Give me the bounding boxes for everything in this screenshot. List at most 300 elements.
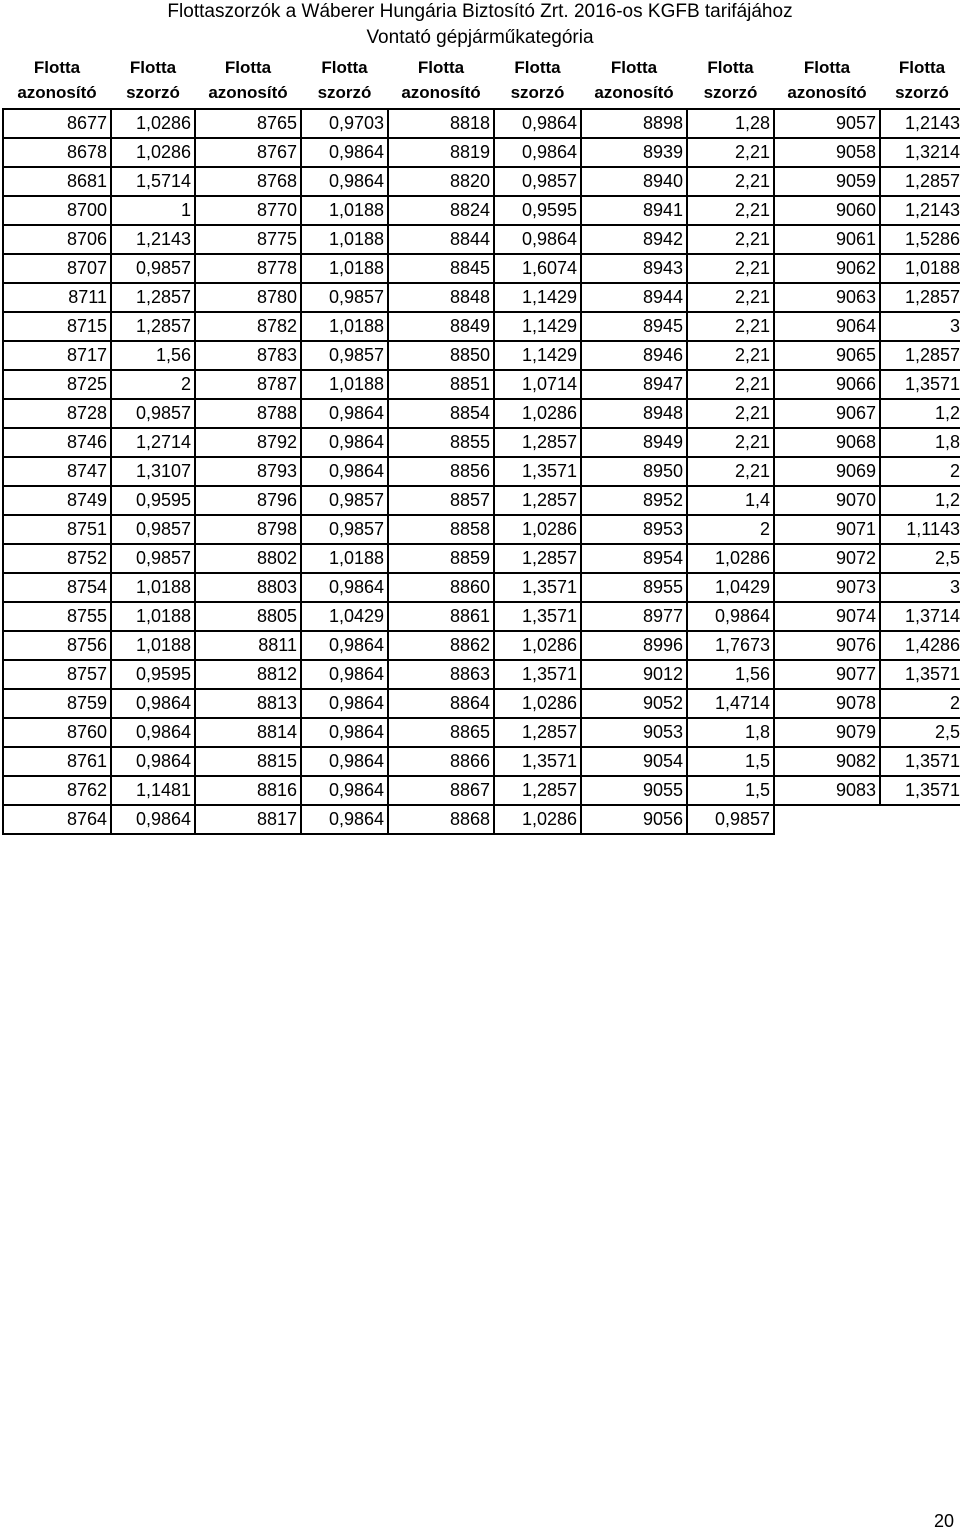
fleet-id-cell: 8863: [388, 660, 494, 689]
multiplier-cell: 2,21: [687, 138, 774, 167]
column-header-line: azonosító: [787, 83, 867, 102]
column-header-multiplier: [880, 52, 960, 109]
fleet-id-cell: 8845: [388, 254, 494, 283]
fleet-id-cell: 8805: [195, 602, 301, 631]
multiplier-cell: 1,0429: [687, 573, 774, 602]
table-row: [3, 718, 960, 747]
table-row: [3, 167, 960, 196]
multiplier-cell: 0,9864: [301, 776, 388, 805]
table-row: [3, 515, 960, 544]
fleet-id-cell: 8678: [3, 138, 111, 167]
multiplier-cell: 1,2857: [494, 486, 581, 515]
column-header-line: azonosító: [594, 83, 674, 102]
multiplier-cell: 0,9857: [301, 486, 388, 515]
fleet-id-cell: 8945: [581, 312, 687, 341]
multiplier-cell: 1,0188: [111, 573, 195, 602]
fleet-id-cell: 8677: [3, 109, 111, 138]
fleet-multiplier-table: [2, 52, 960, 835]
multiplier-cell: 1,3571: [494, 747, 581, 776]
column-header-line: Flotta: [898, 58, 946, 77]
fleet-id-cell: 8812: [195, 660, 301, 689]
fleet-id-cell: 8849: [388, 312, 494, 341]
multiplier-cell: 1,3571: [880, 747, 960, 776]
fleet-id-cell: 8725: [3, 370, 111, 399]
fleet-id-cell: 8862: [388, 631, 494, 660]
multiplier-cell: 1,3571: [494, 573, 581, 602]
fleet-id-cell: 8767: [195, 138, 301, 167]
column-header-id: [3, 52, 111, 109]
multiplier-cell: 1,2857: [111, 312, 195, 341]
fleet-id-cell: 8851: [388, 370, 494, 399]
fleet-id-cell: 8898: [581, 109, 687, 138]
fleet-id-cell: 8815: [195, 747, 301, 776]
table-row: [3, 341, 960, 370]
multiplier-cell: 0,9864: [301, 660, 388, 689]
multiplier-cell: 0,9595: [111, 486, 195, 515]
multiplier-cell: 1,1429: [494, 283, 581, 312]
fleet-id-cell: 8813: [195, 689, 301, 718]
fleet-id-cell: 8711: [3, 283, 111, 312]
page-title: Flottaszorzók a Wáberer Hungária Biztosító Zrt. 2016-os KGFB tarifájához: [167, 1, 793, 22]
multiplier-cell: 1,4714: [687, 689, 774, 718]
column-header-line: azonosító: [17, 83, 97, 102]
fleet-id-cell: 8747: [3, 457, 111, 486]
multiplier-cell: 1,2857: [880, 283, 960, 312]
table-row: [3, 225, 960, 254]
table-row: [3, 602, 960, 631]
fleet-id-cell: 8867: [388, 776, 494, 805]
column-header-line: Flotta: [129, 58, 177, 77]
multiplier-cell: 1,2857: [111, 283, 195, 312]
table-row: [3, 544, 960, 573]
multiplier-cell: 1,1429: [494, 312, 581, 341]
fleet-id-cell: 8865: [388, 718, 494, 747]
fleet-id-cell: 8944: [581, 283, 687, 312]
fleet-id-cell: 9064: [774, 312, 880, 341]
fleet-id-cell: 8770: [195, 196, 301, 225]
multiplier-cell: 0,9864: [301, 631, 388, 660]
multiplier-cell: 1,4286: [880, 631, 960, 660]
column-header-line: Flotta: [803, 58, 851, 77]
multiplier-cell: 1,0286: [494, 689, 581, 718]
multiplier-cell: 0,9864: [301, 718, 388, 747]
multiplier-cell: 1,3571: [880, 776, 960, 805]
table-row: [3, 631, 960, 660]
table-row: [3, 747, 960, 776]
fleet-id-cell: 8858: [388, 515, 494, 544]
multiplier-cell: 1,28: [687, 109, 774, 138]
table-row: [3, 138, 960, 167]
table-row: [3, 457, 960, 486]
multiplier-cell: 1,0188: [301, 254, 388, 283]
multiplier-cell: 1,2857: [494, 776, 581, 805]
fleet-id-cell: 8751: [3, 515, 111, 544]
fleet-id-cell: 9052: [581, 689, 687, 718]
table-row: [3, 370, 960, 399]
column-header-line: Flotta: [514, 58, 561, 77]
fleet-id-cell: 9079: [774, 718, 880, 747]
multiplier-cell: 1,2857: [494, 544, 581, 573]
multiplier-cell: 0,9864: [301, 573, 388, 602]
fleet-id-cell: 8717: [3, 341, 111, 370]
multiplier-cell: 1,3214: [880, 138, 960, 167]
page-subtitle: Vontató gépjárműkategória: [366, 27, 594, 48]
fleet-id-cell: 8844: [388, 225, 494, 254]
column-header-line: szorzó: [126, 83, 180, 102]
multiplier-cell: 1: [111, 196, 195, 225]
multiplier-cell: 1,3571: [880, 370, 960, 399]
fleet-id-cell: 8860: [388, 573, 494, 602]
fleet-id-cell: 8946: [581, 341, 687, 370]
multiplier-cell: 0,9864: [301, 399, 388, 428]
fleet-id-cell: 9065: [774, 341, 880, 370]
multiplier-cell: 1,0188: [301, 544, 388, 573]
multiplier-cell: 1,2857: [880, 167, 960, 196]
multiplier-cell: 1,0188: [301, 312, 388, 341]
multiplier-cell: 1,2714: [111, 428, 195, 457]
fleet-id-cell: 8793: [195, 457, 301, 486]
fleet-id-cell: 8755: [3, 602, 111, 631]
multiplier-cell: 1,0286: [494, 399, 581, 428]
multiplier-cell: 1,2143: [111, 225, 195, 254]
multiplier-cell: 0,9864: [494, 225, 581, 254]
fleet-id-cell: 9067: [774, 399, 880, 428]
multiplier-cell: 0,9595: [494, 196, 581, 225]
fleet-id-cell: 9082: [774, 747, 880, 776]
multiplier-cell: 0,9864: [111, 805, 195, 834]
table-row: [3, 196, 960, 225]
multiplier-cell: 1,0286: [111, 138, 195, 167]
multiplier-cell: 0,9857: [111, 254, 195, 283]
fleet-id-cell: 8949: [581, 428, 687, 457]
fleet-id-cell: 8780: [195, 283, 301, 312]
fleet-id-cell: 8811: [195, 631, 301, 660]
fleet-id-cell: 8939: [581, 138, 687, 167]
column-header-line: azonosító: [208, 83, 288, 102]
multiplier-cell: 2: [111, 370, 195, 399]
fleet-id-cell: 8859: [388, 544, 494, 573]
fleet-id-cell: 8700: [3, 196, 111, 225]
multiplier-cell: 1,3571: [494, 457, 581, 486]
multiplier-cell: 1,0286: [494, 631, 581, 660]
fleet-id-cell: 9077: [774, 660, 880, 689]
multiplier-cell: 1,1481: [111, 776, 195, 805]
fleet-id-cell: 8996: [581, 631, 687, 660]
fleet-id-cell: 8802: [195, 544, 301, 573]
fleet-id-cell: 8746: [3, 428, 111, 457]
fleet-id-cell: 8818: [388, 109, 494, 138]
multiplier-cell: 2,21: [687, 341, 774, 370]
column-header-line: Flotta: [321, 58, 368, 77]
multiplier-cell: 1,0286: [111, 109, 195, 138]
table-row: [3, 660, 960, 689]
fleet-id-cell: 8762: [3, 776, 111, 805]
fleet-id-cell: 8754: [3, 573, 111, 602]
multiplier-cell: 1,0188: [301, 225, 388, 254]
multiplier-cell: 0,9595: [111, 660, 195, 689]
multiplier-cell: 2,21: [687, 399, 774, 428]
multiplier-cell: 0,9857: [494, 167, 581, 196]
multiplier-cell: 1,3571: [494, 602, 581, 631]
fleet-id-cell: 8765: [195, 109, 301, 138]
fleet-id-cell: 8764: [3, 805, 111, 834]
fleet-id-cell: 8941: [581, 196, 687, 225]
multiplier-cell: 0,9857: [301, 515, 388, 544]
fleet-id-cell: 9068: [774, 428, 880, 457]
fleet-id-cell: 8803: [195, 573, 301, 602]
fleet-id-cell: 9066: [774, 370, 880, 399]
fleet-id-cell: 9061: [774, 225, 880, 254]
multiplier-cell: 0,9857: [111, 399, 195, 428]
multiplier-cell: 2: [880, 689, 960, 718]
multiplier-cell: 2,21: [687, 283, 774, 312]
multiplier-cell: 2,21: [687, 196, 774, 225]
multiplier-cell: 0,9864: [301, 747, 388, 776]
multiplier-cell: 0,9857: [111, 544, 195, 573]
column-header-line: szorzó: [317, 83, 372, 102]
table-body: [3, 109, 960, 834]
column-header-line: Flotta: [417, 58, 465, 77]
fleet-id-cell: 8792: [195, 428, 301, 457]
fleet-id-cell: 8868: [388, 805, 494, 834]
multiplier-cell: 2,21: [687, 254, 774, 283]
multiplier-cell: 1,2857: [494, 718, 581, 747]
multiplier-cell: 1,5: [687, 776, 774, 805]
fleet-id-cell: 8955: [581, 573, 687, 602]
multiplier-cell: 0,9864: [301, 138, 388, 167]
multiplier-cell: 1,0188: [111, 631, 195, 660]
fleet-id-cell: 8817: [195, 805, 301, 834]
fleet-id-cell: 8749: [3, 486, 111, 515]
column-header-multiplier: [111, 52, 195, 109]
multiplier-cell: 0,9703: [301, 109, 388, 138]
fleet-id-cell: 8857: [388, 486, 494, 515]
fleet-id-cell: 8953: [581, 515, 687, 544]
fleet-id-cell: 8787: [195, 370, 301, 399]
multiplier-cell: 0,9864: [301, 167, 388, 196]
fleet-id-cell: 8942: [581, 225, 687, 254]
fleet-id-cell: 8782: [195, 312, 301, 341]
fleet-id-cell: 9074: [774, 602, 880, 631]
multiplier-cell: 0,9864: [301, 428, 388, 457]
fleet-id-cell: 8824: [388, 196, 494, 225]
multiplier-cell: 2,21: [687, 457, 774, 486]
fleet-id-cell: 8728: [3, 399, 111, 428]
fleet-id-cell: 8864: [388, 689, 494, 718]
multiplier-cell: 1,6074: [494, 254, 581, 283]
multiplier-cell: 0,9864: [494, 109, 581, 138]
column-header-id: [581, 52, 687, 109]
fleet-id-cell: 8706: [3, 225, 111, 254]
fleet-id-cell: 8761: [3, 747, 111, 776]
page-number: 20: [933, 1511, 954, 1531]
fleet-id-cell: 8681: [3, 167, 111, 196]
fleet-id-cell: 8816: [195, 776, 301, 805]
multiplier-cell: 0,9864: [301, 805, 388, 834]
table-row: [3, 486, 960, 515]
multiplier-cell: 0,9864: [111, 747, 195, 776]
fleet-id-cell: 8757: [3, 660, 111, 689]
multiplier-cell: 1,0188: [111, 602, 195, 631]
multiplier-cell: 0,9864: [111, 689, 195, 718]
multiplier-cell: 0,9864: [494, 138, 581, 167]
multiplier-cell: 2,5: [880, 544, 960, 573]
multiplier-cell: 1,3571: [880, 660, 960, 689]
multiplier-cell: 0,9864: [301, 689, 388, 718]
fleet-id-cell: 8950: [581, 457, 687, 486]
multiplier-cell: 1,3714: [880, 602, 960, 631]
fleet-id-cell: 9062: [774, 254, 880, 283]
multiplier-cell: 1,1143: [880, 515, 960, 544]
multiplier-cell: 1,2143: [880, 196, 960, 225]
fleet-id-cell: 8768: [195, 167, 301, 196]
fleet-id-cell: 8861: [388, 602, 494, 631]
multiplier-cell: 0,9857: [301, 341, 388, 370]
multiplier-cell: 3: [880, 573, 960, 602]
multiplier-cell: 1,0286: [494, 805, 581, 834]
column-header-id: [774, 52, 880, 109]
fleet-id-cell: 8850: [388, 341, 494, 370]
fleet-id-cell: 8814: [195, 718, 301, 747]
multiplier-cell: 1,0429: [301, 602, 388, 631]
fleet-id-cell: 8752: [3, 544, 111, 573]
multiplier-cell: 2: [687, 515, 774, 544]
fleet-id-cell: 9058: [774, 138, 880, 167]
fleet-id-cell: 9063: [774, 283, 880, 312]
table-row: [3, 254, 960, 283]
fleet-id-cell: 9073: [774, 573, 880, 602]
column-header-line: Flotta: [707, 58, 754, 77]
multiplier-cell: 1,4: [687, 486, 774, 515]
column-header-multiplier: [494, 52, 581, 109]
multiplier-cell: 0,9857: [301, 283, 388, 312]
table-row: [3, 689, 960, 718]
multiplier-cell: 2,21: [687, 370, 774, 399]
fleet-id-cell: 8943: [581, 254, 687, 283]
fleet-id-cell: 8788: [195, 399, 301, 428]
fleet-id-cell: 9076: [774, 631, 880, 660]
multiplier-cell: 1,3571: [494, 660, 581, 689]
fleet-id-cell: 8855: [388, 428, 494, 457]
fleet-id-cell: 8977: [581, 602, 687, 631]
fleet-id-cell: 8760: [3, 718, 111, 747]
fleet-id-cell: 9071: [774, 515, 880, 544]
column-header-id: [195, 52, 301, 109]
table-row: [3, 109, 960, 138]
fleet-id-cell: 8947: [581, 370, 687, 399]
multiplier-cell: 1,5286: [880, 225, 960, 254]
multiplier-cell: 1,5: [687, 747, 774, 776]
multiplier-cell: 2,21: [687, 312, 774, 341]
multiplier-cell: 1,0286: [687, 544, 774, 573]
fleet-id-cell: 9059: [774, 167, 880, 196]
multiplier-cell: 3: [880, 312, 960, 341]
multiplier-cell: 0,9864: [111, 718, 195, 747]
fleet-id-cell: 8856: [388, 457, 494, 486]
fleet-id-cell: 9057: [774, 109, 880, 138]
multiplier-cell: 2,5: [880, 718, 960, 747]
fleet-id-cell: 8756: [3, 631, 111, 660]
multiplier-cell: 1,1429: [494, 341, 581, 370]
fleet-id-cell: 8796: [195, 486, 301, 515]
fleet-id-cell: 9070: [774, 486, 880, 515]
fleet-id-cell: 9078: [774, 689, 880, 718]
table-row: [3, 776, 960, 805]
fleet-id-cell: 8948: [581, 399, 687, 428]
column-header-multiplier: [687, 52, 774, 109]
column-header-line: Flotta: [610, 58, 658, 77]
multiplier-cell: 1,2143: [880, 109, 960, 138]
fleet-id-cell: 8783: [195, 341, 301, 370]
column-header-multiplier: [301, 52, 388, 109]
multiplier-cell: 1,7673: [687, 631, 774, 660]
fleet-id-cell: 9053: [581, 718, 687, 747]
fleet-id-cell: 8798: [195, 515, 301, 544]
table-row: [3, 312, 960, 341]
multiplier-cell: 2,21: [687, 428, 774, 457]
column-header-line: Flotta: [33, 58, 81, 77]
multiplier-cell: 0,9864: [301, 457, 388, 486]
multiplier-cell: 1,2: [880, 486, 960, 515]
multiplier-cell: 1,0188: [880, 254, 960, 283]
fleet-id-cell: 8819: [388, 138, 494, 167]
multiplier-cell: 2: [880, 457, 960, 486]
fleet-id-cell: 9012: [581, 660, 687, 689]
fleet-id-cell: 8707: [3, 254, 111, 283]
fleet-id-cell: 8954: [581, 544, 687, 573]
multiplier-cell: 0,9857: [111, 515, 195, 544]
column-header-line: szorzó: [703, 83, 758, 102]
fleet-id-cell: 9060: [774, 196, 880, 225]
fleet-id-cell: 8952: [581, 486, 687, 515]
fleet-id-cell: 9056: [581, 805, 687, 834]
table-row: [3, 805, 960, 834]
table-row: [3, 399, 960, 428]
fleet-id-cell: 8940: [581, 167, 687, 196]
multiplier-cell: 1,56: [687, 660, 774, 689]
fleet-id-cell: 8848: [388, 283, 494, 312]
column-header-line: azonosító: [401, 83, 481, 102]
multiplier-cell: 1,0188: [301, 196, 388, 225]
multiplier-cell: 1,8: [880, 428, 960, 457]
fleet-id-cell: 8854: [388, 399, 494, 428]
multiplier-cell: 0,9857: [687, 805, 774, 834]
multiplier-cell: 1,5714: [111, 167, 195, 196]
table-row: [3, 573, 960, 602]
column-header-line: szorzó: [510, 83, 565, 102]
fleet-id-cell: 8715: [3, 312, 111, 341]
multiplier-cell: 2,21: [687, 225, 774, 254]
fleet-id-cell: 9083: [774, 776, 880, 805]
fleet-id-cell: 8778: [195, 254, 301, 283]
fleet-id-cell: 8775: [195, 225, 301, 254]
fleet-id-cell: 9055: [581, 776, 687, 805]
column-header-id: [388, 52, 494, 109]
multiplier-cell: 1,3107: [111, 457, 195, 486]
multiplier-cell: 1,0286: [494, 515, 581, 544]
column-header-line: szorzó: [895, 83, 949, 102]
multiplier-cell: 1,0714: [494, 370, 581, 399]
fleet-id-cell: 9072: [774, 544, 880, 573]
multiplier-cell: 1,2: [880, 399, 960, 428]
multiplier-cell: 1,56: [111, 341, 195, 370]
multiplier-cell: 1,2857: [494, 428, 581, 457]
empty-cell: [880, 805, 960, 834]
multiplier-cell: 1,8: [687, 718, 774, 747]
multiplier-cell: 1,0188: [301, 370, 388, 399]
fleet-id-cell: 9069: [774, 457, 880, 486]
fleet-id-cell: 8820: [388, 167, 494, 196]
